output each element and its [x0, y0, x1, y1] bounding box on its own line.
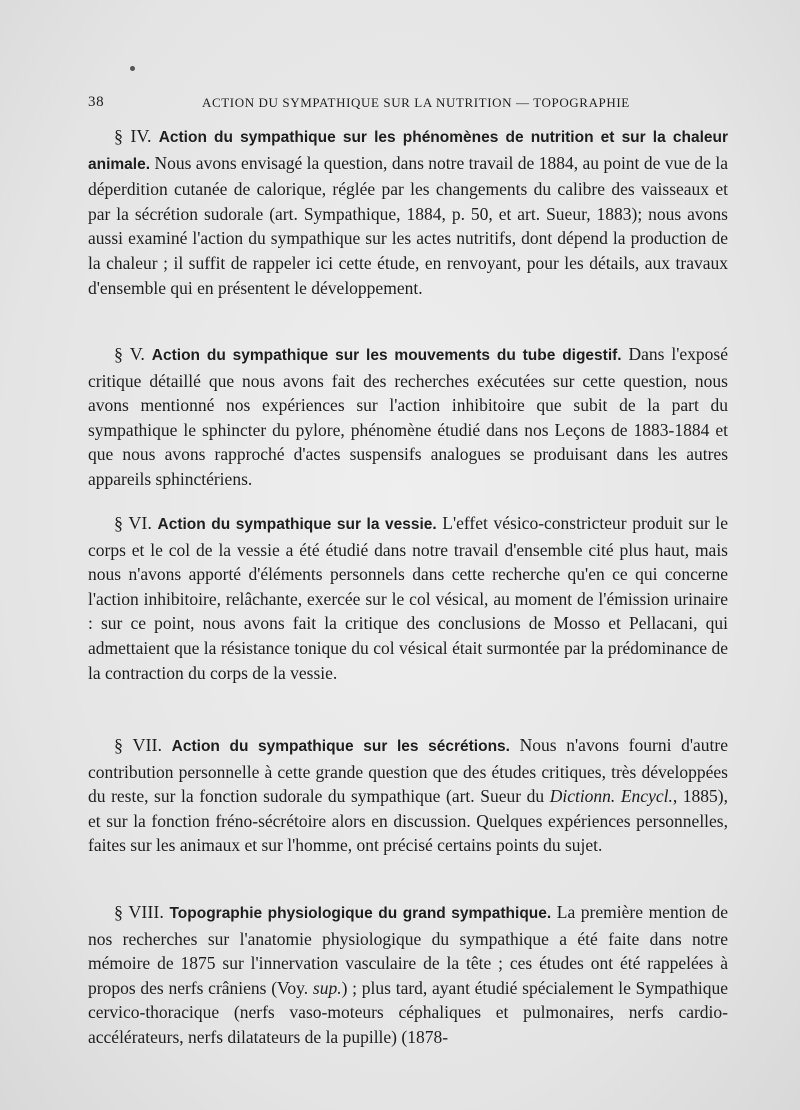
section-title: Topographie physiologique du grand sympathique.: [169, 905, 552, 922]
section-number: § IV.: [114, 126, 152, 146]
section-body-text: La première mention de nos recherches sur l'anatomie physiologique du sympathique a été faite dans notre mémoire de 1875 sur l'innervation vasculaire de la tête ; ces études ont été rappelées à propos des nerfs crâniens (Voy.: [88, 902, 729, 998]
section-v: [88, 342, 728, 492]
section-number: § VIII.: [114, 902, 164, 922]
running-title: ACTION DU SYMPATHIQUE SUR LA NUTRITION — TOPOGRAPHIE: [202, 95, 630, 110]
section-title: Action du sympathique sur la vessie.: [157, 516, 437, 533]
section-body-text: , 1885), et sur la fonction fréno-sécrétoire alors en discussion. Quelques expériences personnelles, faites sur les animaux et sur l'homme, ont précisé certains points du sujet.: [88, 786, 729, 856]
section-body: L'effet vésico-constricteur produit sur le corps et le col de la vessie a été étudié dans notre travail d'ensemble cité plus haut, mais nous n'avons apporté d'éléments personnels dans cette recherche qu'en ce qui concerne l'action inhibitoire, relâchante, exercée sur le col vésical, au moment de l'émission urinaire : sur ce point, nous avons fait la critique des conclusions de Mosso et Pellacani, qui admettaient que la résistance tonique du col vésical était surmontée par la prédominance de la contraction du corps de la vessie.: [88, 513, 728, 683]
section-body: Nous avons envisagé la question, dans notre travail de 1884, au point de vue de la déperdition cutanée de calorique, réglée par les changements du calibre des vaisseaux et par la sécrétion sudorale (art. Sympathique, 1884, p. 50, et art. Sueur, 1883); nous avons aussi examiné l'action du sympathique sur les actes nutritifs, dont dépend la production de la chaleur ; il suffit de rappeler ici cette étude, en renvoyant, pour les détails, aux travaux d'ensemble qui en présentent le développement.: [88, 152, 728, 298]
ink-speck: [130, 66, 135, 71]
section-title: Action du sympathique sur les mouvements du tube digestif.: [151, 347, 622, 364]
section-number: § VII.: [114, 735, 162, 755]
section-body: [88, 902, 728, 1047]
page-header: [88, 94, 728, 114]
section-title: Action du sympathique sur les phénomènes de nutrition et sur la chaleur animale.: [88, 129, 728, 173]
section-body-text: Nous n'avons fourni d'autre contribution personnelle à cette grande question que des études critiques, très développées du reste, sur la fonction sudorale du sympathique (art. Sueur du: [88, 735, 728, 807]
section-number: § V.: [114, 344, 145, 364]
section-title: Action du sympathique sur les sécrétions.: [171, 738, 510, 755]
citation-italic: sup.: [312, 977, 342, 998]
citation-italic: Dictionn. Encycl.: [549, 786, 673, 807]
section-vi: [88, 511, 728, 685]
section-body-text: ) ; plus tard, ayant étudié spécialement le Sympathique cervico-thoracique (nerfs vaso-moteurs céphaliques et pulmonaires, nerfs cardio-accélérateurs, nerfs dilatateurs de la pupille) (1878-: [88, 977, 728, 1047]
section-number: § VI.: [114, 513, 152, 533]
section-viii: [88, 900, 728, 1050]
page-number: 38: [88, 94, 105, 110]
section-iv: [88, 124, 728, 300]
section-vii: [88, 733, 728, 858]
section-body: Dans l'exposé critique détaillé que nous avons fait des recherches exécutées sur cette question, nous avons mentionné nos expériences sur l'action inhibitoire que subit de la part du sympathique le sphincter du pylore, phénomène étudié dans nos Leçons de 1883-1884 et que nous avons rapproché d'actes suspensifs analogues se produisant dans les autres appareils sphinctériens.: [88, 344, 728, 489]
